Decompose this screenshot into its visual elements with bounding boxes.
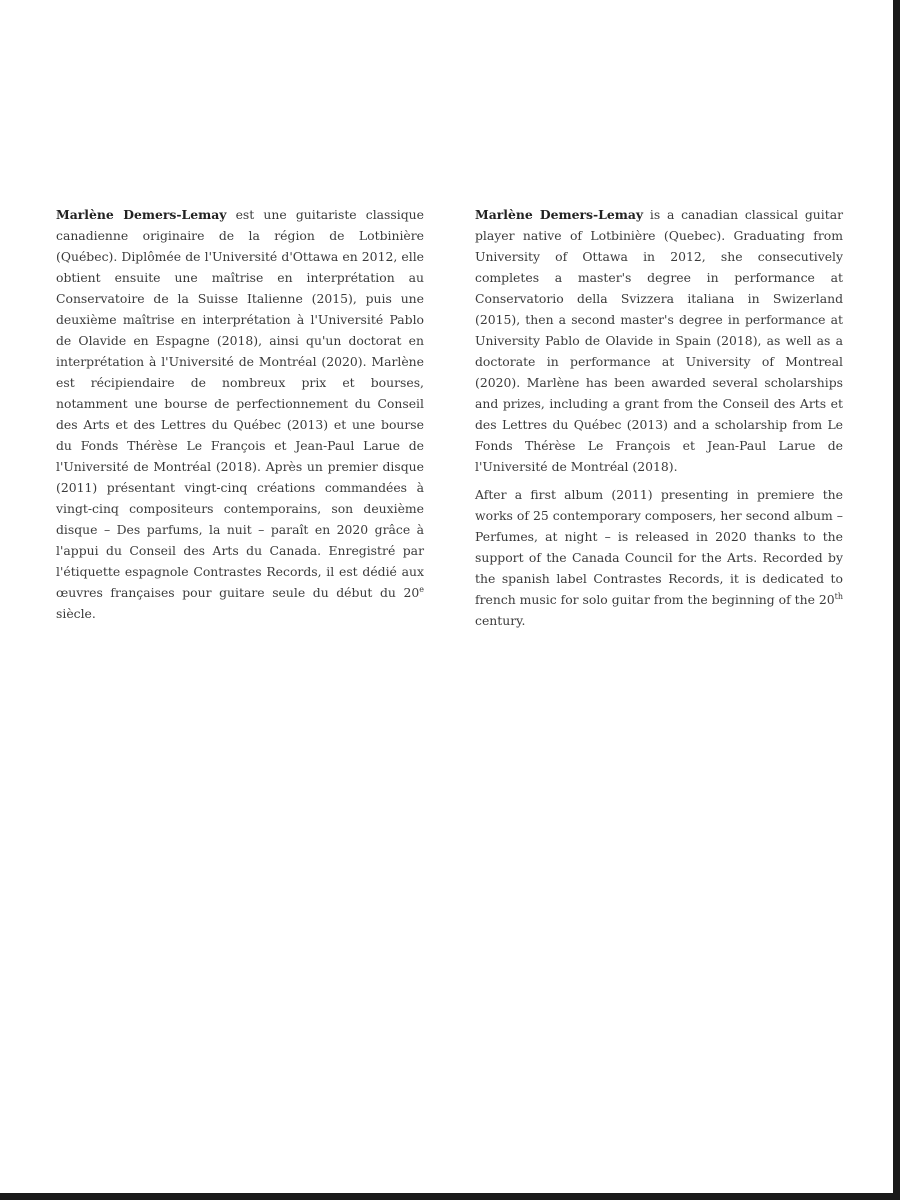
english-artist-name: Marlène Demers-Lemay [475, 207, 644, 222]
english-bio-text: is a canadian classical guitar player native of Lotbinière (Quebec). Graduating from University of Ottawa in 2012, she consecutively completes a master's degree in performance at Conservatorio della Svizzera italiana in Swizerland (2015), then a second master's degree in performance at University Pablo de Olavide in Spain (2018), as well as a doctorate in performance at University of Montreal (2020). Marlène has been awarded several scholarships and prizes, including a grant from the Conseil des Arts et des Lettres du Québec (2013) and a scholarship from Le Fonds Thérèse Le François et Jean-Paul Larue de l'Université de Montréal (2018). [475, 207, 844, 474]
french-bio-ending: siècle. [56, 606, 96, 621]
english-century-superscript: th [834, 591, 843, 601]
french-bio-text: est une guitariste classique canadienne originaire de la région de Lotbinière (Québec). Diplômée de l'Université d'Ottawa en 2012, elle obtient ensuite une maîtrise en interprétation au Conservatoire de la Suisse Italienne (2015), puis une deuxième maîtrise en interprétation à l'Université Pablo de Olavide en Espagne (2018), ainsi qu'un doctorat en interprétation à l'Université de Montréal (2020). Marlène est récipiendaire de nombreux prix et bourses, notamment une bourse de perfectionnement du Conseil des Arts et des Lettres du Québec (2013) et une bourse du Fonds Thérèse Le François et Jean-Paul Larue de l'Université de Montréal (2018). Après un premier disque (2011) présentant vingt-cinq créations commandées à vingt-cinq compositeurs contemporains, son deuxième disque – Des parfums, la nuit – paraît en 2020 grâce à l'appui du Conseil des Arts du Canada. Enregistré par l'étiquette espagnole Contrastes Records, il est dédié aux œuvres françaises pour guitare seule du début du 20 [56, 207, 424, 600]
english-biography-paragraph-1 [475, 204, 843, 477]
english-bio-ending: century. [475, 613, 526, 628]
french-biography-column [56, 204, 424, 631]
french-biography-paragraph [56, 204, 424, 624]
french-century-superscript: e [419, 584, 424, 594]
english-biography-paragraph-2 [475, 484, 843, 631]
english-biography-column [475, 204, 843, 638]
french-artist-name: Marlène Demers-Lemay [56, 207, 227, 222]
english-bio-text-2: After a first album (2011) presenting in premiere the works of 25 contemporary composers, her second album – Perfumes, at night – is released in 2020 thanks to the support of the Canada Council for the Arts. Recorded by the spanish label Contrastes Records, it is dedicated to french music for solo guitar from the beginning of the 20 [475, 487, 843, 607]
